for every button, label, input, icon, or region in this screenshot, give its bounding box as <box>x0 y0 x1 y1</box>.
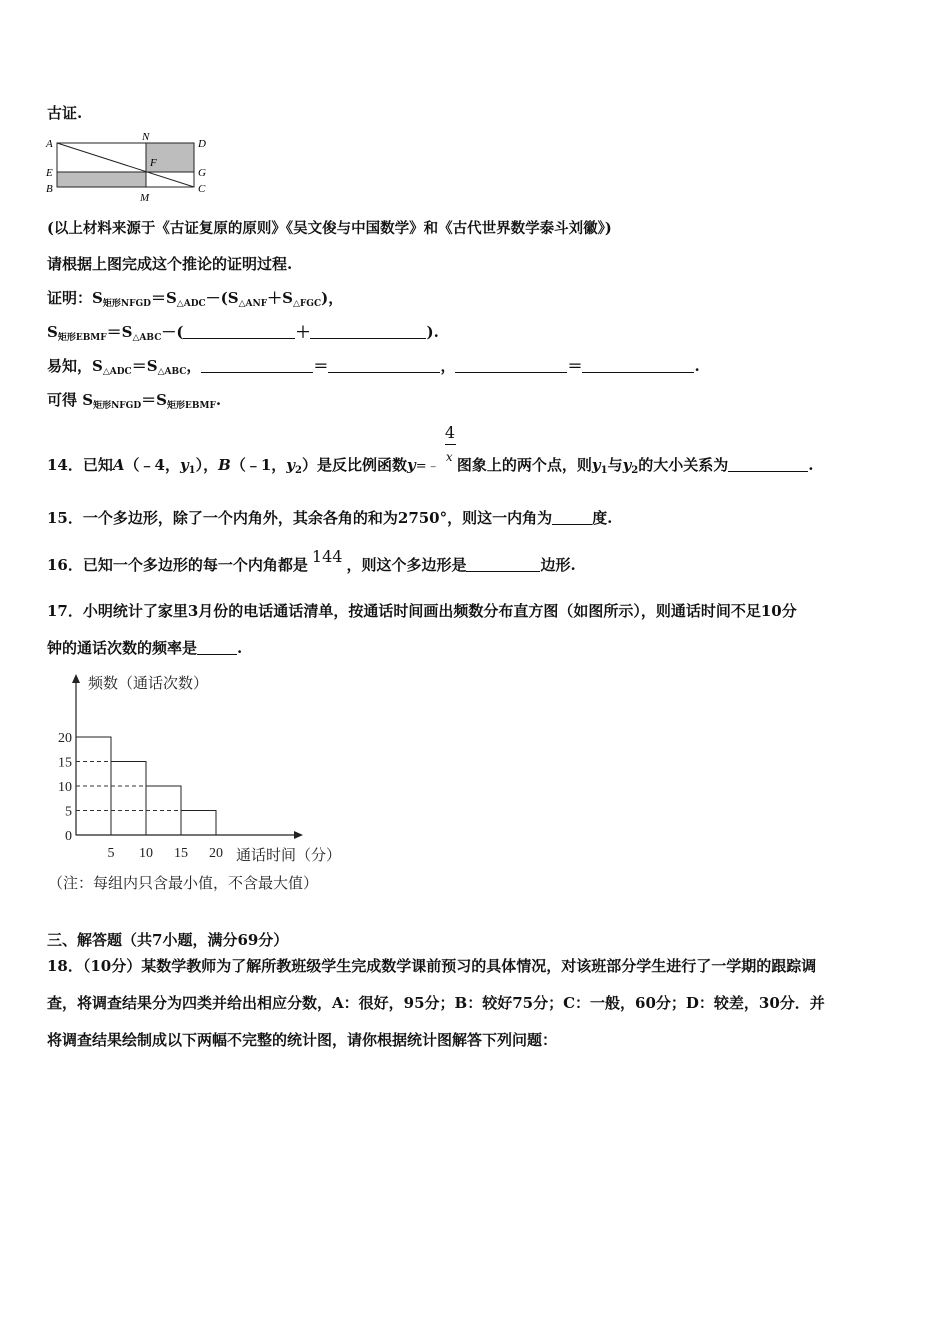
chart-ylabel: 频数（通话次数） <box>88 676 209 692</box>
question-16: 16．已知一个多边形的每一个内角都是 144 ，则这个多边形是 边形. <box>47 547 576 574</box>
blank-2a[interactable] <box>183 324 295 339</box>
blank-q15[interactable] <box>552 510 592 525</box>
x-axis-arrow <box>294 831 303 839</box>
histogram-bar <box>111 762 146 836</box>
y-tick-label: 0 <box>65 829 72 844</box>
y-tick-label: 15 <box>58 755 72 771</box>
x-tick-label: 10 <box>139 846 153 861</box>
blank-2b[interactable] <box>310 324 426 339</box>
proof-line-2: $S_{矩形EBMF}=S_{\triangle ABC}-$( ＋ ). <box>47 323 439 343</box>
histogram-chart <box>40 668 360 900</box>
label-b: B <box>46 183 53 195</box>
question-18-line-2: 查，将调查结果分为四类并给出相应分数，A：很好，95分；B：较好75分；C：一般，60分；D：较差，30分．并 <box>47 994 825 1012</box>
proof-line-4: 可得 $S_{矩形NFGD}=S_{矩形EBMF}$. <box>47 391 222 411</box>
blank-q14[interactable] <box>728 457 808 472</box>
y-tick-label: 10 <box>58 780 72 795</box>
histogram-bar <box>181 811 216 836</box>
blank-q16[interactable] <box>466 557 540 572</box>
proof-line-3: 易知，$S_{\triangle ADC}=S_{\triangle ABC}$， ＝ ， ＝ . <box>47 357 700 377</box>
question-14: 14．已知A（﹣4，$y_1$），B（﹣1，$y_2$）是反比例函数y=﹣ 4 x 图象上的两个点，则$y_1$与$y_2$的大小关系为 . <box>47 423 814 476</box>
blank-3c[interactable] <box>455 358 567 373</box>
question-15: 15．一个多边形，除了一个内角外，其余各角的和为2750°，则这一内角为 度. <box>47 509 613 527</box>
y-tick-label: 20 <box>58 731 72 746</box>
shaded-rect-ebmf <box>57 172 146 187</box>
chart-xlabel: 通话时间（分） <box>236 848 342 864</box>
x-tick-label: 20 <box>209 846 223 861</box>
label-n: N <box>142 131 150 143</box>
label-f: F <box>150 157 157 169</box>
blank-3d[interactable] <box>582 358 694 373</box>
label-g: G <box>198 167 206 179</box>
y-tick-label: 5 <box>65 804 72 820</box>
question-18-line-3: 将调查结果绘制成以下两幅不完整的统计图，请你根据统计图解答下列问题： <box>47 1031 558 1049</box>
label-c: C <box>198 183 206 195</box>
proof-line-1: 证明：$S_{矩形NFGD}=S_{\triangle ADC}-(S_{\triangle ANF}+S_{\triangle FGC})$， <box>47 289 344 309</box>
question-18-line-1: 18．（10分）某数学教师为了解所教班级学生完成数学课前预习的具体情况，对该班部分学生进行了一学期的跟踪调 <box>47 957 817 975</box>
fraction-4-over-x: 4 x <box>444 423 456 464</box>
x-tick-label: 15 <box>174 846 188 861</box>
y-axis-arrow <box>72 674 80 683</box>
instruction: 请根据上图完成这个推论的证明过程. <box>47 255 293 273</box>
label-e: E <box>46 167 53 179</box>
blank-q17[interactable] <box>197 640 237 655</box>
label-d: D <box>198 138 206 150</box>
chart-note: （注：每组内只含最小值，不含最大值） <box>48 876 319 892</box>
x-tick-label: 5 <box>107 846 115 861</box>
label-a: A <box>46 138 53 150</box>
rectangle-figure <box>40 130 220 205</box>
question-17-line-2: 钟的通话次数的频率是 . <box>47 639 243 657</box>
blank-3b[interactable] <box>328 358 440 373</box>
section-3-title: 三、解答题（共7小题，满分69分） <box>47 931 289 949</box>
intro-text: 古证. <box>47 104 83 122</box>
question-17-line-1: 17．小明统计了家里3月份的电话通话清单，按通话时间画出频数分布直方图（如图所示），则通话时间不足10分 <box>47 602 797 620</box>
blank-3a[interactable] <box>201 358 313 373</box>
label-m: M <box>140 192 150 204</box>
source-note: (以上材料来源于《古证复原的原则》《吴文俊与中国数学》和《古代世界数学泰斗刘徽》) <box>47 220 612 237</box>
